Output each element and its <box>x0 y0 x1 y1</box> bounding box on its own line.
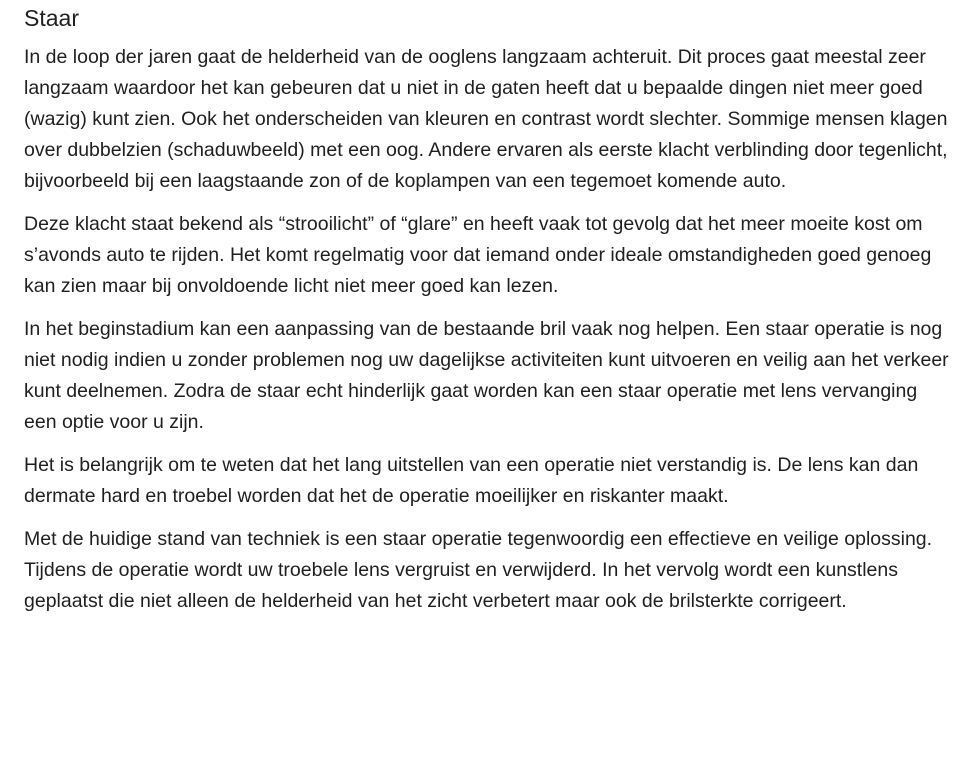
paragraph: Met de huidige stand van techniek is een staar operatie tegenwoordig een effectieve en veilige oplossing. Tijdens de operatie wordt uw troebele lens vergruist en verwijderd. In het vervolg wordt een kunstlens geplaatst die niet alleen de helderheid van het zicht verbetert maar ook de brilsterkte corrigeert. <box>24 528 933 612</box>
paragraph: In het beginstadium kan een aanpassing van de bestaande bril vaak nog helpen. Een staar operatie is nog niet nodig indien u zonder problemen nog uw dagelijkse activiteiten kunt uitvoeren en veilig aan het verkeer kunt deelnemen. Zodra de staar echt hinderlijk gaat worden kan een staar operatie met lens vervanging een optie voor u zijn. <box>24 318 949 433</box>
paragraph: In de loop der jaren gaat de helderheid van de ooglens langzaam achteruit. Dit proces gaat meestal zeer langzaam waardoor het kan gebeuren dat u niet in de gaten heeft dat u bepaalde dingen niet meer goed (wazig) kunt zien. Ook het onderscheiden van kleuren en contrast wordt slechter. Sommige mensen klagen over dubbelzien (schaduwbeeld) met een oog. Andere ervaren als eerste klacht verblinding door tegenlicht, bijvoorbeeld bij een laagstaande zon of de koplampen van een tegemoet komende auto. <box>24 46 948 192</box>
paragraph: Deze klacht staat bekend als “strooilicht” of “glare” en heeft vaak tot gevolg dat het meer moeite kost om s’avonds auto te rijden. Het komt regelmatig voor dat iemand onder ideale omstandigheden goed genoeg kan zien maar bij onvoldoende licht niet meer goed kan lezen. <box>24 213 932 297</box>
page-title: Staar <box>24 5 79 31</box>
paragraph: Het is belangrijk om te weten dat het lang uitstellen van een operatie niet verstandig is. De lens kan dan dermate hard en troebel worden dat het de operatie moeilijker en riskanter maakt. <box>24 454 919 507</box>
